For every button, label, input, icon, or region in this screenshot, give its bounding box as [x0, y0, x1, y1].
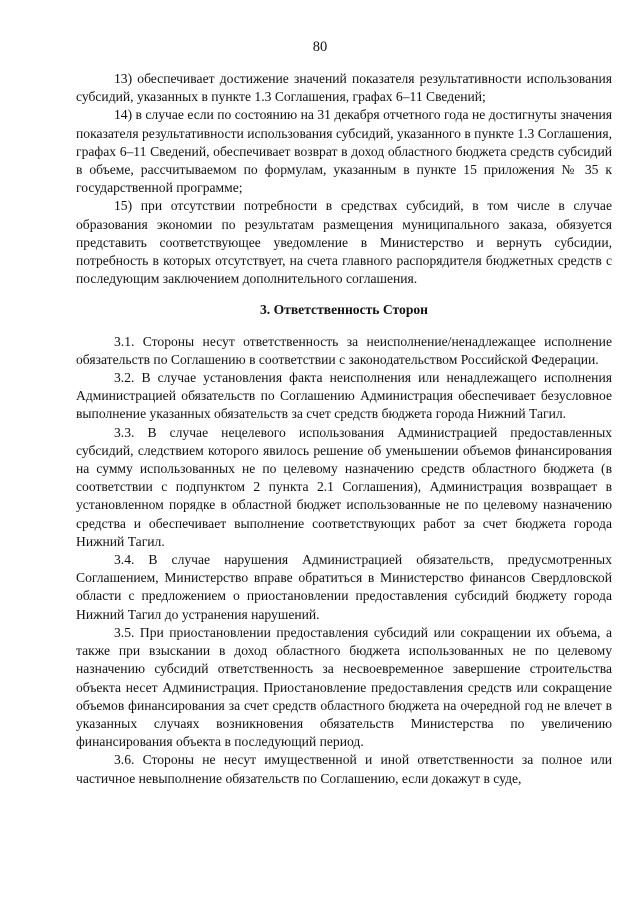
paragraph-3-3: 3.3. В случае нецелевого использования Администрацией предоставленных субсидий, следствием которого явилось решение об уменьшении объемов финансирования на сумму использованных не по целевому назначению средств областного бюджета (в соответствии с подпунктом 2 пункта 2.1 Соглашения), Администрация возвращает в установленном порядке в областной бюджет использованные не по целевому назначению средства и обеспечивает выполнение соответствующих работ за счет бюджета города Нижний Тагил. [76, 424, 612, 549]
paragraph-3-4: 3.4. В случае нарушения Администрацией обязательств, предусмотренных Соглашением, Министерство вправе обратиться в Министерство финансов Свердловской области с предложением о приостановлении предоставления субсидий бюджету города Нижний Тагил до устранения нарушений. [76, 552, 612, 622]
paragraph-3-6: 3.6. Стороны не несут имущественной и иной ответственности за полное или частичное невыполнение обязательств по Соглашению, если докажут в суде, [76, 752, 612, 786]
paragraph-item-13: 13) обеспечивает достижение значений показателя результативности использования субсидий, указанных в пункте 1.3 Соглашения, графах 6–11 Сведений; [76, 71, 612, 105]
paragraph-item-14: 14) в случае если по состоянию на 31 декабря отчетного года не достигнуты значения показателя результативности использования субсидий, указанного в пункте 1.3 Соглашения, графах 6–11 Сведений, обеспечивает возврат в доход областного бюджета средств субсидий в объеме, рассчитываемом по формулам, указанным в пункте 15 приложения № 35 к государственной программе; [76, 107, 612, 196]
section-heading: 3. Ответственность Сторон [259, 302, 429, 318]
paragraph-item-15: 15) при отсутствии потребности в средствах субсидий, в том числе в случае образования экономии по результатам размещения муниципального заказа, обязуется представить соответствующее уведомление в Министерство и вернуть субсидии, потребность в которых отсутствует, на счета главного распорядителя бюджетных средств с последующим заключением дополнительного соглашения. [76, 198, 612, 287]
paragraph-3-1: 3.1. Стороны несут ответственность за неисполнение/ненадлежащее исполнение обязательств по Соглашению в соответствии с законодательством Российской Федерации. [76, 333, 612, 367]
document-body [76, 70, 612, 788]
paragraph-3-2: 3.2. В случае установления факта неисполнения или ненадлежащего исполнения Администрацией обязательств по Соглашению Администрация обеспечивает безусловное выполнение указанных обязательств за счет средств бюджета города Нижний Тагил. [76, 370, 612, 422]
paragraph-3-5: 3.5. При приостановлении предоставления субсидий или сокращении их объема, а также при взыскании в доход областного бюджета использованных не по целевому назначению субсидий ответственность за несвоевременное завершение строительства объекта несет Администрация. Приостановление предоставления средств или сокращение объемов финансирования за счет средств областного бюджета на очередной год не влечет в указанных случаях возникновения обязательств Министерства по увеличению финансирования объекта в последующий период. [76, 624, 612, 750]
page-number: 80 [312, 39, 328, 55]
